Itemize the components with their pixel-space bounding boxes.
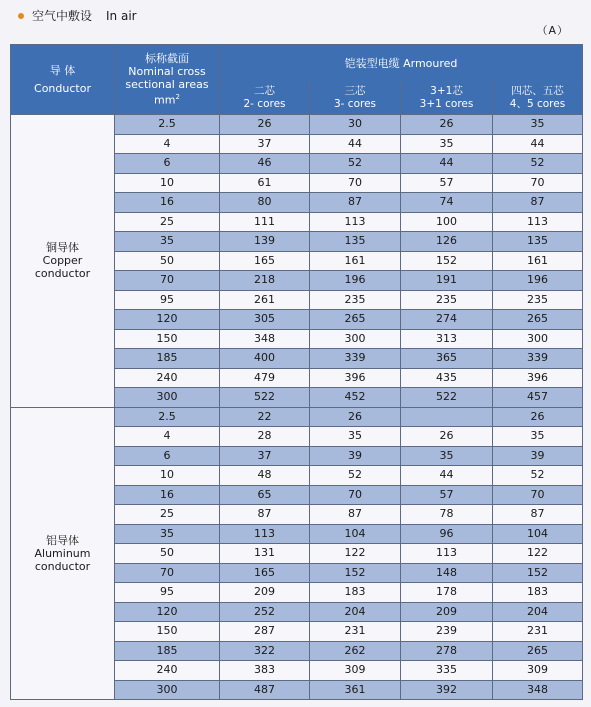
current-rating-cell: 122 bbox=[310, 544, 401, 564]
current-rating-cell: 80 bbox=[220, 193, 310, 213]
area-cell: 35 bbox=[115, 232, 220, 252]
area-cell: 25 bbox=[115, 212, 220, 232]
core-header-en: 2- cores bbox=[243, 98, 286, 110]
area-unit: mm bbox=[154, 93, 176, 107]
area-cell: 4 bbox=[115, 134, 220, 154]
current-rating-cell: 30 bbox=[310, 115, 401, 135]
current-rating-cell: 348 bbox=[220, 329, 310, 349]
current-rating-cell: 348 bbox=[493, 680, 583, 700]
current-rating-cell: 135 bbox=[310, 232, 401, 252]
current-rating-cell: 46 bbox=[220, 154, 310, 174]
core-header-en: 4、5 cores bbox=[509, 98, 566, 110]
current-rating-cell: 435 bbox=[401, 368, 493, 388]
current-rating-cell: 74 bbox=[401, 193, 493, 213]
current-rating-cell: 522 bbox=[220, 388, 310, 408]
current-rating-cell: 161 bbox=[310, 251, 401, 271]
current-rating-cell: 178 bbox=[401, 583, 493, 603]
armoured-header: 铠装型电缆 Armoured bbox=[220, 45, 583, 82]
current-rating-cell: 35 bbox=[493, 115, 583, 135]
current-rating-cell: 487 bbox=[220, 680, 310, 700]
core-header-en: 3- cores bbox=[333, 98, 377, 110]
current-rating-cell: 452 bbox=[310, 388, 401, 408]
current-rating-cell: 37 bbox=[220, 134, 310, 154]
core-header-3plus1 bbox=[401, 82, 493, 115]
current-rating-cell: 70 bbox=[310, 485, 401, 505]
area-cell: 16 bbox=[115, 193, 220, 213]
current-rating-cell: 61 bbox=[220, 173, 310, 193]
current-rating-cell: 39 bbox=[493, 446, 583, 466]
current-rating-cell: 204 bbox=[493, 602, 583, 622]
conductor-header bbox=[11, 45, 115, 115]
current-rating-cell: 26 bbox=[493, 407, 583, 427]
core-header-cn: 三芯 bbox=[344, 85, 366, 97]
group-label-en: Copper conductor bbox=[34, 254, 91, 281]
current-rating-cell: 52 bbox=[310, 154, 401, 174]
current-rating-cell: 104 bbox=[310, 524, 401, 544]
current-rating-cell: 235 bbox=[493, 290, 583, 310]
current-rating-cell: 392 bbox=[401, 680, 493, 700]
area-cell: 185 bbox=[115, 641, 220, 661]
current-rating-cell bbox=[401, 407, 493, 427]
current-rating-cell: 39 bbox=[310, 446, 401, 466]
current-rating-cell: 152 bbox=[310, 563, 401, 583]
current-rating-cell: 139 bbox=[220, 232, 310, 252]
current-rating-cell: 457 bbox=[493, 388, 583, 408]
current-rating-cell: 35 bbox=[493, 427, 583, 447]
current-rating-cell: 278 bbox=[401, 641, 493, 661]
current-rating-cell: 396 bbox=[310, 368, 401, 388]
current-rating-cell: 87 bbox=[220, 505, 310, 525]
current-rating-cell: 111 bbox=[220, 212, 310, 232]
current-rating-cell: 26 bbox=[401, 427, 493, 447]
current-rating-cell: 265 bbox=[493, 641, 583, 661]
current-rating-cell: 479 bbox=[220, 368, 310, 388]
current-rating-cell: 191 bbox=[401, 271, 493, 291]
current-rating-cell: 265 bbox=[310, 310, 401, 330]
current-rating-cell: 209 bbox=[220, 583, 310, 603]
current-rating-cell: 209 bbox=[401, 602, 493, 622]
group-label-en: Aluminum conductor bbox=[34, 546, 91, 573]
current-rating-cell: 104 bbox=[493, 524, 583, 544]
area-cell: 50 bbox=[115, 544, 220, 564]
current-rating-cell: 313 bbox=[401, 329, 493, 349]
current-rating-cell: 305 bbox=[220, 310, 310, 330]
current-rating-cell: 152 bbox=[493, 563, 583, 583]
current-rating-cell: 309 bbox=[310, 661, 401, 681]
current-rating-cell: 65 bbox=[220, 485, 310, 505]
area-cell: 95 bbox=[115, 290, 220, 310]
area-cell: 25 bbox=[115, 505, 220, 525]
current-rating-cell: 165 bbox=[220, 563, 310, 583]
group-label-cn: 铝导体 bbox=[46, 533, 79, 547]
current-rating-cell: 87 bbox=[493, 505, 583, 525]
current-rating-cell: 70 bbox=[493, 485, 583, 505]
table-row bbox=[11, 407, 583, 427]
area-cell: 16 bbox=[115, 485, 220, 505]
current-rating-cell: 37 bbox=[220, 446, 310, 466]
area-cell: 300 bbox=[115, 388, 220, 408]
current-rating-cell: 44 bbox=[493, 134, 583, 154]
current-rating-cell: 35 bbox=[310, 427, 401, 447]
core-header-cn: 二芯 bbox=[254, 85, 275, 97]
area-cell: 185 bbox=[115, 349, 220, 369]
area-cell: 120 bbox=[115, 310, 220, 330]
core-header-3 bbox=[310, 82, 401, 115]
table-body bbox=[11, 115, 583, 700]
area-cell: 150 bbox=[115, 622, 220, 642]
current-rating-cell: 274 bbox=[401, 310, 493, 330]
table-row bbox=[11, 115, 583, 135]
current-rating-cell: 113 bbox=[401, 544, 493, 564]
current-rating-cell: 161 bbox=[493, 251, 583, 271]
current-rating-cell: 28 bbox=[220, 427, 310, 447]
current-rating-cell: 239 bbox=[401, 622, 493, 642]
current-rating-cell: 113 bbox=[493, 212, 583, 232]
current-rating-cell: 135 bbox=[493, 232, 583, 252]
current-rating-cell: 52 bbox=[493, 466, 583, 486]
area-cell: 50 bbox=[115, 251, 220, 271]
area-cell: 10 bbox=[115, 466, 220, 486]
current-rating-cell: 87 bbox=[310, 505, 401, 525]
current-rating-cell: 365 bbox=[401, 349, 493, 369]
area-cell: 35 bbox=[115, 524, 220, 544]
area-cell: 70 bbox=[115, 271, 220, 291]
current-rating-cell: 522 bbox=[401, 388, 493, 408]
area-cell: 2.5 bbox=[115, 115, 220, 135]
area-cell: 240 bbox=[115, 661, 220, 681]
core-header-2 bbox=[220, 82, 310, 115]
current-rating-cell: 70 bbox=[493, 173, 583, 193]
table-header bbox=[11, 45, 583, 115]
current-rating-cell: 48 bbox=[220, 466, 310, 486]
current-rating-cell: 96 bbox=[401, 524, 493, 544]
current-rating-cell: 196 bbox=[493, 271, 583, 291]
current-rating-cell: 87 bbox=[310, 193, 401, 213]
current-rating-cell: 52 bbox=[493, 154, 583, 174]
current-rating-cell: 126 bbox=[401, 232, 493, 252]
current-rating-cell: 262 bbox=[310, 641, 401, 661]
current-rating-cell: 231 bbox=[493, 622, 583, 642]
current-rating-cell: 322 bbox=[220, 641, 310, 661]
conductor-header-cn: 导 体 bbox=[49, 64, 76, 77]
core-header-cn: 3+1芯 bbox=[430, 85, 463, 97]
current-rating-cell: 26 bbox=[220, 115, 310, 135]
title-chinese: 空气中敷设 bbox=[32, 9, 93, 23]
ampacity-table-container bbox=[10, 44, 582, 700]
current-rating-cell: 148 bbox=[401, 563, 493, 583]
area-unit-sup: 2 bbox=[175, 93, 180, 102]
area-header bbox=[115, 45, 220, 115]
current-rating-cell: 183 bbox=[493, 583, 583, 603]
current-rating-cell: 44 bbox=[310, 134, 401, 154]
current-rating-cell: 57 bbox=[401, 173, 493, 193]
current-rating-cell: 231 bbox=[310, 622, 401, 642]
current-rating-cell: 131 bbox=[220, 544, 310, 564]
current-rating-cell: 113 bbox=[220, 524, 310, 544]
core-header-4-5 bbox=[493, 82, 583, 115]
current-rating-cell: 400 bbox=[220, 349, 310, 369]
area-header-unit bbox=[115, 91, 219, 107]
current-rating-cell: 26 bbox=[401, 115, 493, 135]
current-rating-cell: 152 bbox=[401, 251, 493, 271]
current-rating-cell: 339 bbox=[310, 349, 401, 369]
area-cell: 10 bbox=[115, 173, 220, 193]
title-english: In air bbox=[106, 8, 137, 23]
current-rating-cell: 383 bbox=[220, 661, 310, 681]
current-rating-cell: 35 bbox=[401, 134, 493, 154]
current-rating-cell: 44 bbox=[401, 466, 493, 486]
unit-label: （A） bbox=[536, 24, 569, 37]
current-rating-cell: 22 bbox=[220, 407, 310, 427]
current-rating-cell: 300 bbox=[310, 329, 401, 349]
bullet-dot-icon bbox=[18, 13, 24, 19]
current-rating-cell: 57 bbox=[401, 485, 493, 505]
current-rating-cell: 196 bbox=[310, 271, 401, 291]
area-cell: 2.5 bbox=[115, 407, 220, 427]
current-rating-cell: 26 bbox=[310, 407, 401, 427]
current-rating-cell: 287 bbox=[220, 622, 310, 642]
current-rating-cell: 183 bbox=[310, 583, 401, 603]
core-header-en: 3+1 cores bbox=[419, 98, 474, 110]
current-rating-cell: 52 bbox=[310, 466, 401, 486]
area-cell: 4 bbox=[115, 427, 220, 447]
current-rating-cell: 339 bbox=[493, 349, 583, 369]
area-cell: 95 bbox=[115, 583, 220, 603]
current-rating-cell: 44 bbox=[401, 154, 493, 174]
ampacity-table bbox=[10, 44, 583, 700]
area-header-en: Nominal cross sectional areas bbox=[125, 65, 209, 92]
current-rating-cell: 70 bbox=[310, 173, 401, 193]
current-rating-cell: 335 bbox=[401, 661, 493, 681]
current-rating-cell: 309 bbox=[493, 661, 583, 681]
current-rating-cell: 113 bbox=[310, 212, 401, 232]
current-rating-cell: 235 bbox=[310, 290, 401, 310]
page-title bbox=[18, 7, 137, 24]
current-rating-cell: 396 bbox=[493, 368, 583, 388]
area-cell: 6 bbox=[115, 154, 220, 174]
current-rating-cell: 218 bbox=[220, 271, 310, 291]
current-rating-cell: 204 bbox=[310, 602, 401, 622]
area-cell: 70 bbox=[115, 563, 220, 583]
group-label-cn: 铜导体 bbox=[46, 241, 79, 255]
current-rating-cell: 235 bbox=[401, 290, 493, 310]
current-rating-cell: 122 bbox=[493, 544, 583, 564]
current-rating-cell: 165 bbox=[220, 251, 310, 271]
current-rating-cell: 261 bbox=[220, 290, 310, 310]
current-rating-cell: 35 bbox=[401, 446, 493, 466]
area-header-cn: 标称截面 bbox=[145, 52, 189, 66]
current-rating-cell: 361 bbox=[310, 680, 401, 700]
current-rating-cell: 300 bbox=[493, 329, 583, 349]
current-rating-cell: 87 bbox=[493, 193, 583, 213]
current-rating-cell: 100 bbox=[401, 212, 493, 232]
core-header-cn: 四芯、五芯 bbox=[511, 85, 564, 97]
area-cell: 300 bbox=[115, 680, 220, 700]
current-rating-cell: 78 bbox=[401, 505, 493, 525]
current-rating-cell: 252 bbox=[220, 602, 310, 622]
area-cell: 6 bbox=[115, 446, 220, 466]
aluminum-group-label bbox=[11, 407, 115, 700]
area-cell: 240 bbox=[115, 368, 220, 388]
current-rating-cell: 265 bbox=[493, 310, 583, 330]
area-cell: 150 bbox=[115, 329, 220, 349]
area-cell: 120 bbox=[115, 602, 220, 622]
conductor-header-en: Conductor bbox=[34, 82, 91, 95]
copper-group-label bbox=[11, 115, 115, 408]
